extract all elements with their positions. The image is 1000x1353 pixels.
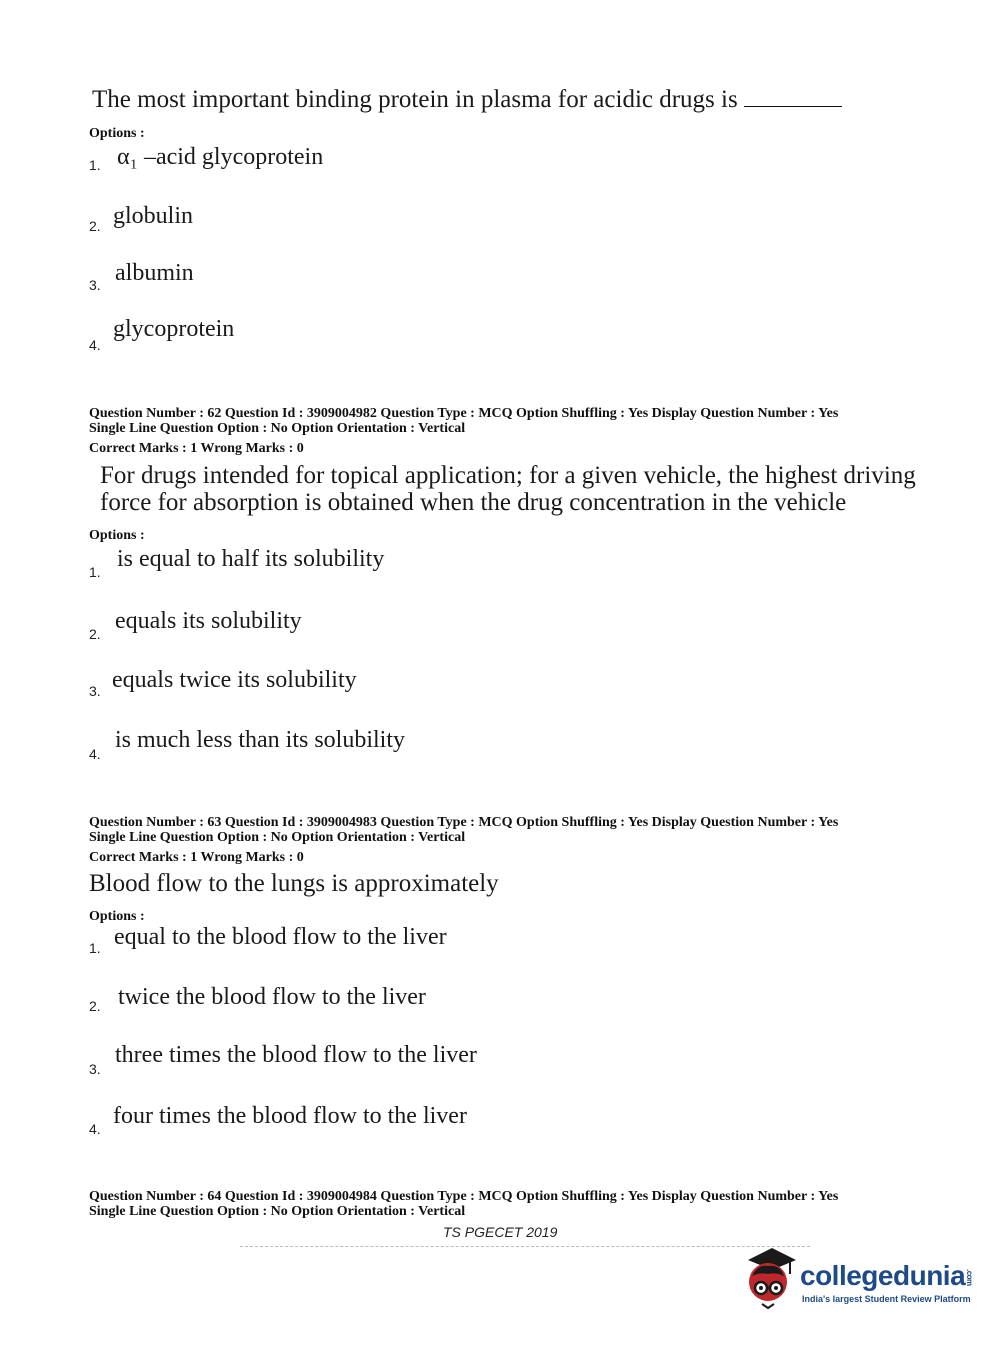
mascot-icon bbox=[738, 1246, 798, 1310]
q63-option-3-text: three times the blood flow to the liver bbox=[115, 1042, 477, 1068]
q63-option-4-text: four times the blood flow to the liver bbox=[113, 1103, 467, 1129]
q63-option-4-number: 4. bbox=[89, 1121, 101, 1137]
q62-option-1-number: 1. bbox=[89, 564, 101, 580]
q62-options-label: Options : bbox=[89, 528, 145, 543]
q61-option-1-text: α₁ –acid glycoprotein bbox=[117, 144, 324, 170]
q62-meta-line-2: Single Line Question Option : No Option Orientation : Vertical bbox=[89, 421, 466, 436]
q62-option-2-number: 2. bbox=[89, 626, 101, 642]
logo-wordmark: collegedunia.com bbox=[800, 1260, 975, 1291]
q62-meta-line-1: Question Number : 62 Question Id : 3909004982 Question Type : MCQ Option Shuffling : Yes Display Question Number : Yes bbox=[89, 406, 839, 421]
q61-option-4-text: glycoprotein bbox=[113, 316, 235, 342]
q63-meta-line-1: Question Number : 63 Question Id : 3909004983 Question Type : MCQ Option Shuffling : Yes Display Question Number : Yes bbox=[89, 815, 839, 830]
q62-option-1-text: is equal to half its solubility bbox=[117, 546, 385, 572]
q63-option-3-number: 3. bbox=[89, 1061, 101, 1077]
q61-question-text: The most important binding protein in plasma for acidic drugs is bbox=[92, 86, 842, 114]
q62-option-2-text: equals its solubility bbox=[115, 608, 302, 634]
q63-option-2-text: twice the blood flow to the liver bbox=[118, 984, 426, 1010]
q63-question-text: Blood flow to the lungs is approximately bbox=[89, 870, 499, 897]
q63-option-1-text: equal to the blood flow to the liver bbox=[114, 924, 447, 950]
answer-blank bbox=[744, 86, 842, 107]
q63-options-label: Options : bbox=[89, 909, 145, 924]
q64-meta-line-2: Single Line Question Option : No Option Orientation : Vertical bbox=[89, 1204, 466, 1219]
q61-options-label: Options : bbox=[89, 126, 145, 141]
footer-exam-title: TS PGECET 2019 bbox=[443, 1224, 558, 1240]
q62-option-3-number: 3. bbox=[89, 683, 101, 699]
q61-option-1-number: 1. bbox=[89, 157, 101, 173]
q63-option-1-number: 1. bbox=[89, 940, 101, 956]
q61-option-2-number: 2. bbox=[89, 218, 101, 234]
q61-option-2-text: globulin bbox=[113, 203, 194, 229]
q63-meta-line-2: Single Line Question Option : No Option Orientation : Vertical bbox=[89, 830, 466, 845]
q63-option-2-number: 2. bbox=[89, 998, 101, 1014]
q64-meta-line-1: Question Number : 64 Question Id : 3909004984 Question Type : MCQ Option Shuffling : Yes Display Question Number : Yes bbox=[89, 1189, 839, 1204]
footer-divider bbox=[240, 1246, 810, 1248]
q62-marks: Correct Marks : 1 Wrong Marks : 0 bbox=[89, 441, 304, 456]
q63-marks: Correct Marks : 1 Wrong Marks : 0 bbox=[89, 850, 304, 865]
q61-option-3-text: albumin bbox=[115, 260, 194, 286]
q61-option-4-number: 4. bbox=[89, 337, 101, 353]
q62-option-4-text: is much less than its solubility bbox=[115, 727, 406, 753]
q62-option-3-text: equals twice its solubility bbox=[112, 667, 357, 693]
logo-tagline: India's largest Student Review Platform bbox=[802, 1294, 971, 1304]
q62-question-line-1: For drugs intended for topical application; for a given vehicle, the highest driving bbox=[100, 462, 916, 489]
collegedunia-logo bbox=[738, 1246, 973, 1314]
q62-question-line-2: force for absorption is obtained when the drug concentration in the vehicle bbox=[100, 489, 847, 516]
q61-option-3-number: 3. bbox=[89, 277, 101, 293]
q62-option-4-number: 4. bbox=[89, 746, 101, 762]
